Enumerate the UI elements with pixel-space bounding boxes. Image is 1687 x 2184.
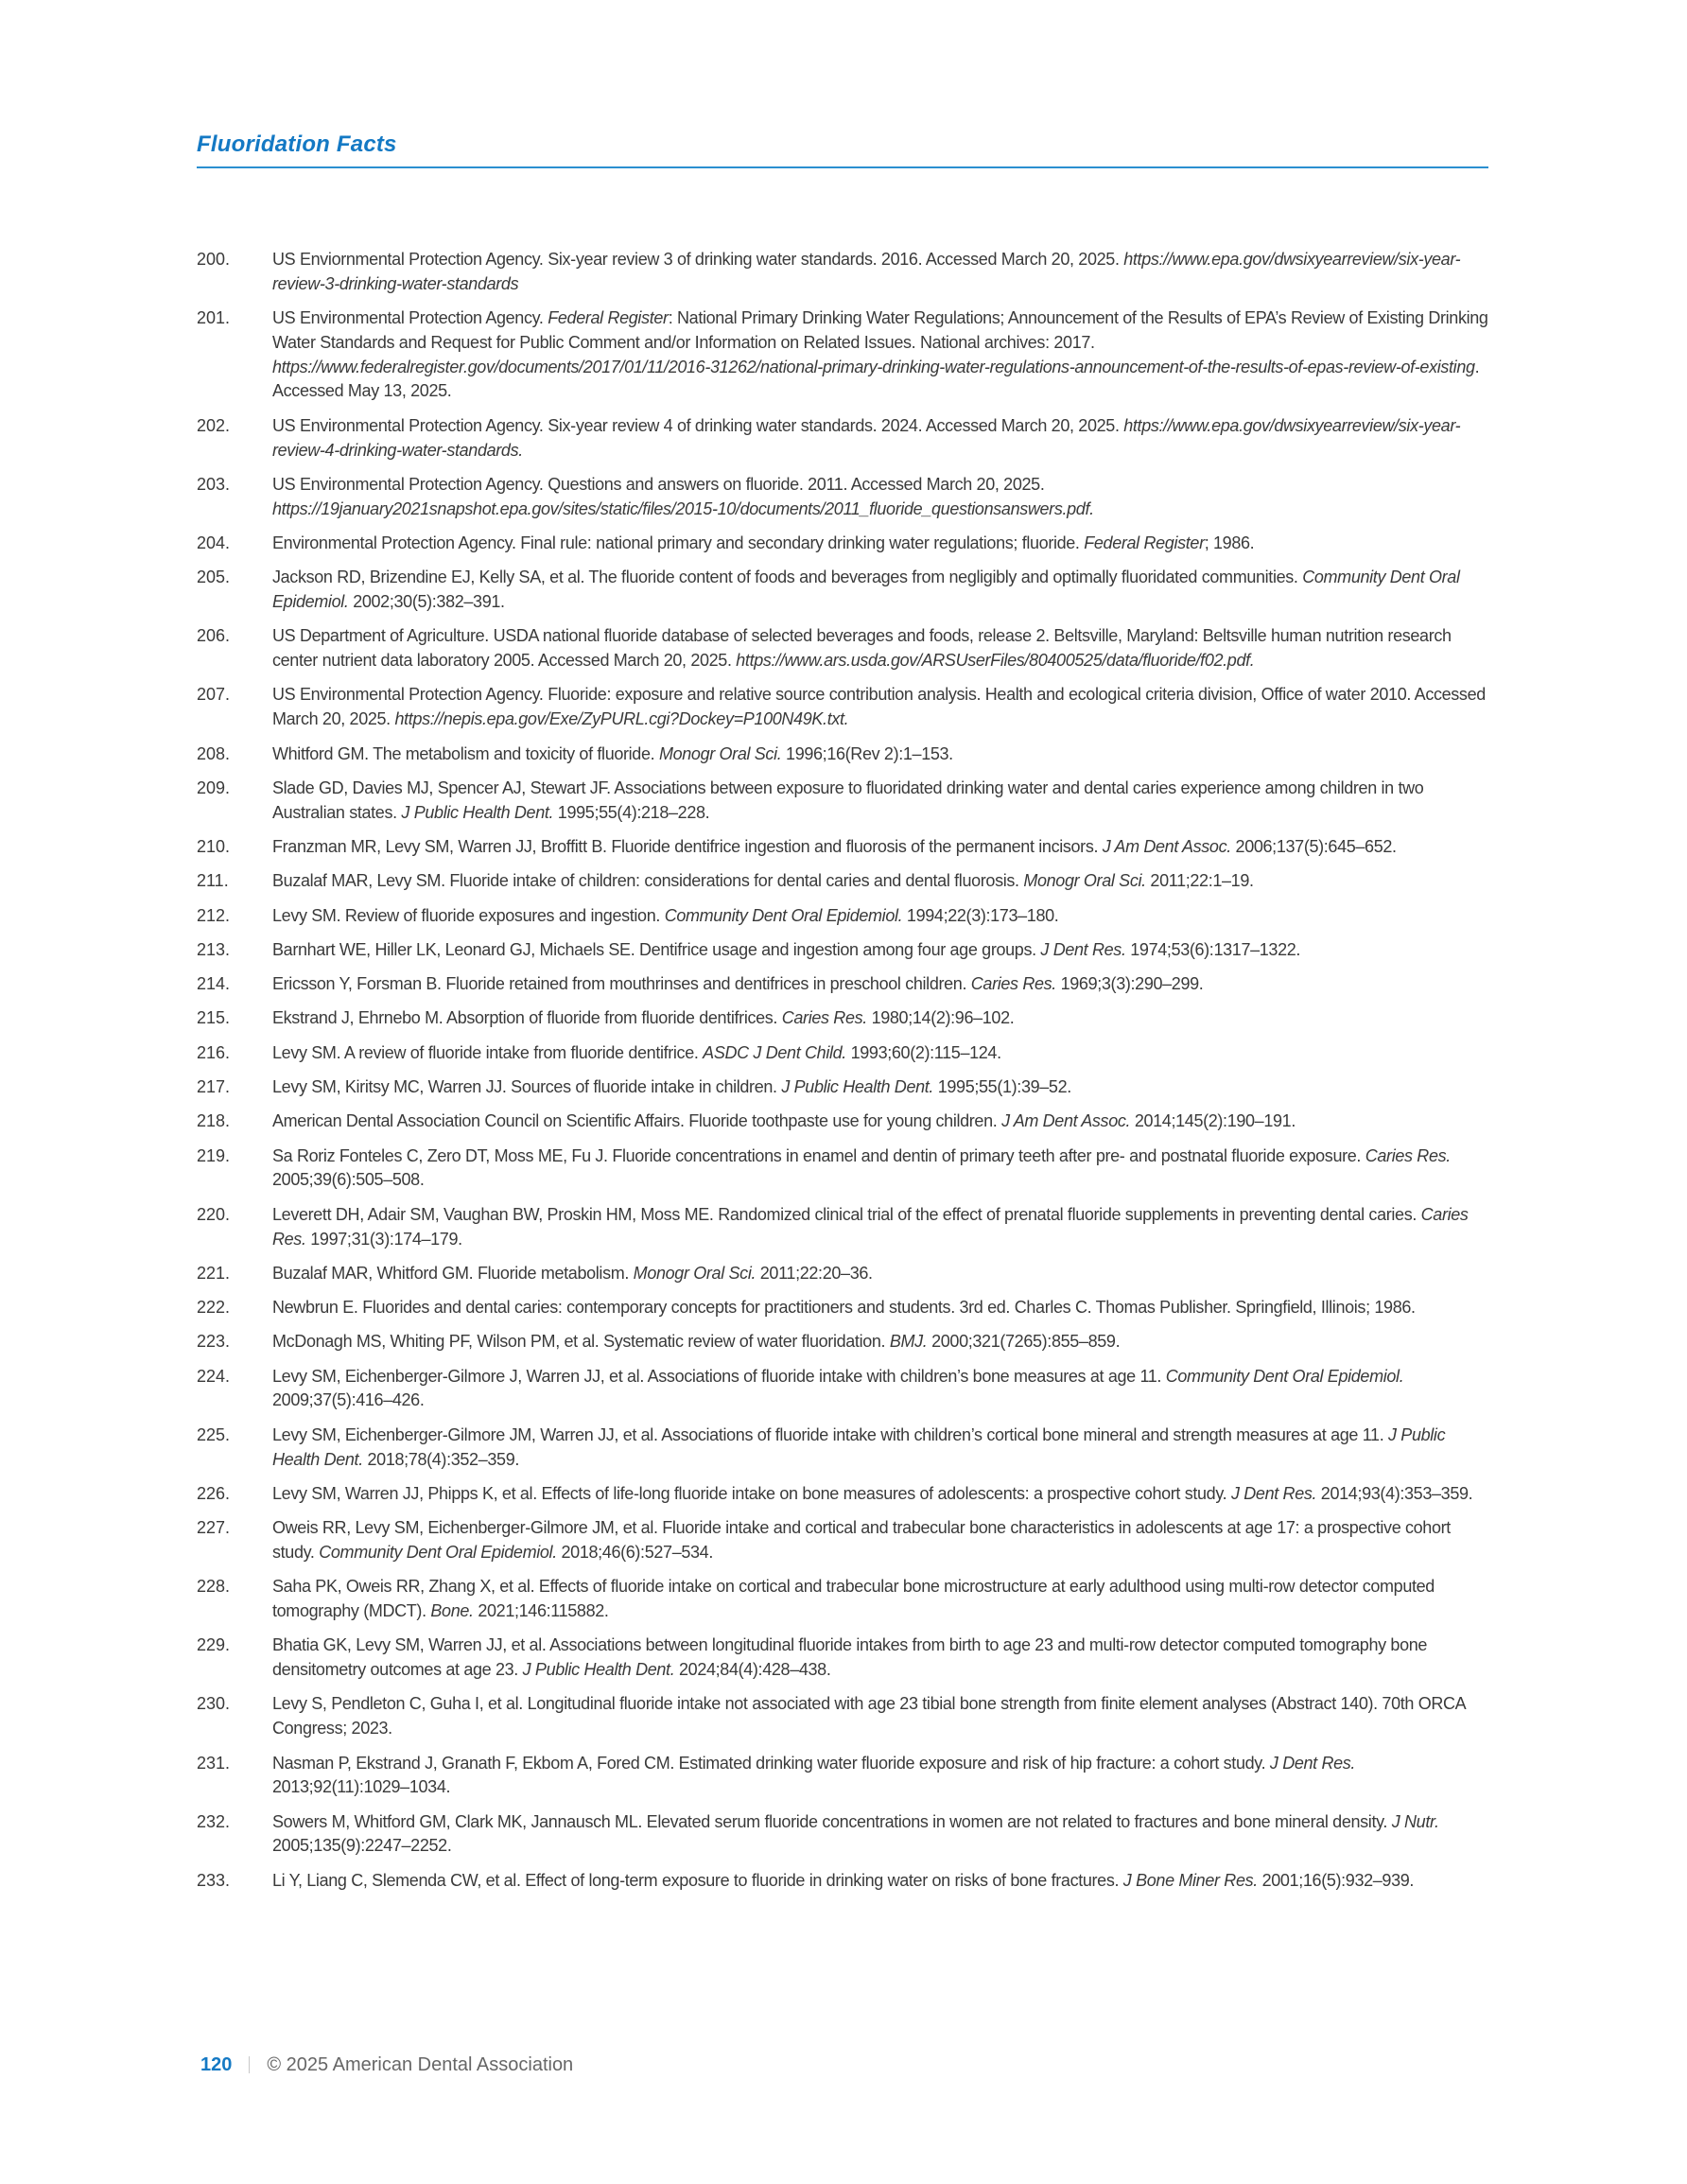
reference-segment: 1980;14(2):96–102. <box>866 1008 1015 1028</box>
reference-text <box>272 1752 1492 1801</box>
reference-segment: 2009;37(5):416–426. <box>272 1390 425 1410</box>
reference-number: 206. <box>197 626 231 646</box>
reference-segment: Ekstrand J, Ehrnebo M. Absorption of fluoride from fluoride dentifrices. <box>272 1008 782 1028</box>
reference-segment: Levy S, Pendleton C, Guha I, et al. Longitudinal fluoride intake not associated with age 23 tibial bone strength from finite element analyses (Abstract 140). 70th ORCA Congress; 2023. <box>272 1694 1466 1738</box>
reference-text <box>272 1482 1492 1507</box>
reference-segment: 1997;31(3):174–179. <box>305 1229 462 1249</box>
reference-text <box>272 777 1492 826</box>
reference-number: 217. <box>197 1077 231 1097</box>
reference-number: 204. <box>197 533 231 552</box>
reference-text <box>272 1109 1492 1134</box>
reference-text <box>272 1516 1492 1565</box>
reference-number: 225. <box>197 1424 231 1444</box>
reference-journal: J Public Health Dent. <box>781 1077 934 1097</box>
reference-journal: J Public Health Dent. <box>272 1424 1446 1469</box>
reference-text <box>272 1692 1492 1741</box>
reference-journal: J Dent Res. <box>1040 939 1126 959</box>
reference-text <box>272 624 1492 673</box>
reference-text <box>272 869 1492 894</box>
reference-number: 224. <box>197 1366 231 1386</box>
reference-number: 209. <box>197 778 231 797</box>
reference-number: 216. <box>197 1042 231 1062</box>
reference-segment: Franzman MR, Levy SM, Warren JJ, Broffitt B. Fluoride dentifrice ingestion and fluorosis of the permanent incisors. <box>272 836 1103 856</box>
reference-journal: Community Dent Oral Epidemiol. <box>664 905 903 925</box>
reference-url[interactable]: https://www.ars.usda.gov/ARSUserFiles/80400525/data/fluoride/f02.pdf. <box>736 651 1255 671</box>
reference-number: 205. <box>197 568 231 587</box>
reference-text <box>272 938 1492 963</box>
reference-journal: Federal Register <box>548 308 669 328</box>
reference-item <box>197 1203 1492 1252</box>
reference-segment: Environmental Protection Agency. Final rule: national primary and secondary drinking water regulations; fluoride. <box>272 533 1085 552</box>
reference-segment: 2014;93(4):353–359. <box>1316 1483 1473 1503</box>
reference-number: 227. <box>197 1518 231 1538</box>
reference-segment: Whitford GM. The metabolism and toxicity of fluoride. <box>272 743 659 763</box>
reference-text <box>272 248 1492 297</box>
reference-text <box>272 1869 1492 1894</box>
reference-journal: J Public Health Dent. <box>522 1660 675 1680</box>
reference-text <box>272 1203 1492 1252</box>
reference-segment: 1993;60(2):115–124. <box>845 1042 1001 1062</box>
reference-segment: . Accessed May 13, 2025. <box>272 357 1480 401</box>
reference-journal: J Public Health Dent. <box>401 802 554 822</box>
reference-item <box>197 306 1492 404</box>
reference-number: 221. <box>197 1263 231 1283</box>
copyright-text: © 2025 American Dental Association <box>267 2054 574 2075</box>
reference-journal: Caries Res. <box>781 1008 867 1028</box>
reference-number: 222. <box>197 1298 231 1318</box>
reference-item <box>197 1692 1492 1741</box>
reference-segment: 1995;55(4):218–228. <box>553 802 710 822</box>
reference-segment: Leverett DH, Adair SM, Vaughan BW, Proskin HM, Moss ME. Randomized clinical trial of the effect of prenatal fluoride supplements in preventing dental caries. <box>272 1204 1421 1224</box>
reference-segment: 2024;84(4):428–438. <box>674 1660 831 1680</box>
reference-text <box>272 972 1492 997</box>
reference-segment: Sa Roriz Fonteles C, Zero DT, Moss ME, Fu J. Fluoride concentrations in enamel and dentin of primary teeth after pre- and postnatal fluoride exposure. <box>272 1145 1365 1165</box>
reference-number: 203. <box>197 474 231 494</box>
reference-segment: Barnhart WE, Hiller LK, Leonard GJ, Michaels SE. Dentifrice usage and ingestion among four age groups. <box>272 939 1041 959</box>
reference-text <box>272 566 1492 615</box>
reference-text <box>272 1262 1492 1286</box>
reference-text <box>272 1424 1492 1473</box>
reference-list <box>197 248 1492 1903</box>
reference-segment: American Dental Association Council on Scientific Affairs. Fluoride toothpaste use for young children. <box>272 1111 1002 1131</box>
reference-number: 229. <box>197 1635 231 1655</box>
reference-item <box>197 1296 1492 1320</box>
reference-number: 208. <box>197 743 231 763</box>
reference-segment: 1995;55(1):39–52. <box>933 1077 1071 1097</box>
reference-text <box>272 306 1492 404</box>
reference-segment: US Enviornmental Protection Agency. Six-year review 3 of drinking water standards. 2016. Accessed March 20, 2025. <box>272 250 1124 269</box>
reference-number: 218. <box>197 1111 231 1131</box>
reference-text <box>272 473 1492 522</box>
reference-segment: 2018;78(4):352–359. <box>362 1449 520 1469</box>
reference-text <box>272 1575 1492 1624</box>
reference-item <box>197 1006 1492 1031</box>
reference-number: 232. <box>197 1811 231 1831</box>
reference-number: 226. <box>197 1483 231 1503</box>
reference-item <box>197 938 1492 963</box>
reference-segment: 2018;46(6):527–534. <box>556 1542 713 1562</box>
reference-number: 231. <box>197 1753 231 1773</box>
reference-text <box>272 835 1492 860</box>
reference-segment: 2011;22:20–36. <box>756 1263 873 1283</box>
reference-item <box>197 835 1492 860</box>
reference-journal: Monogr Oral Sci. <box>633 1263 757 1283</box>
reference-segment: 2011;22:1–19. <box>1145 871 1254 891</box>
reference-segment: Levy SM. Review of fluoride exposures and ingestion. <box>272 905 665 925</box>
reference-segment: Levy SM. A review of fluoride intake from fluoride dentifrice. <box>272 1042 704 1062</box>
reference-item <box>197 972 1492 997</box>
reference-journal: BMJ. <box>889 1332 928 1352</box>
reference-item <box>197 566 1492 615</box>
reference-item <box>197 1516 1492 1565</box>
reference-text <box>272 1330 1492 1354</box>
reference-item <box>197 532 1492 556</box>
reference-item <box>197 1575 1492 1624</box>
reference-item <box>197 1365 1492 1414</box>
reference-journal: ASDC J Dent Child. <box>703 1042 846 1062</box>
reference-journal: Community Dent Oral Epidemiol. <box>272 568 1460 612</box>
reference-segment: 2001;16(5):932–939. <box>1257 1870 1415 1890</box>
reference-number: 210. <box>197 836 231 856</box>
reference-text <box>272 414 1492 463</box>
reference-journal: Caries Res. <box>272 1204 1469 1249</box>
reference-url[interactable]: https://nepis.epa.gov/Exe/ZyPURL.cgi?Dockey=P100N49K.txt. <box>394 709 849 729</box>
reference-segment: Levy SM, Eichenberger-Gilmore J, Warren JJ, et al. Associations of fluoride intake with children’s bone measures at age 11. <box>272 1366 1166 1386</box>
reference-text <box>272 1041 1492 1066</box>
reference-segment: Ericsson Y, Forsman B. Fluoride retained from mouthrinses and dentifrices in preschool children. <box>272 974 971 994</box>
reference-text <box>272 683 1492 732</box>
reference-segment: Newbrun E. Fluorides and dental caries: contemporary concepts for practitioners and students. 3rd ed. Charles C. Thomas Publisher. Springfield, Illinois; 1986. <box>272 1298 1416 1318</box>
reference-item <box>197 1075 1492 1100</box>
reference-text <box>272 1365 1492 1414</box>
page-header <box>197 131 1488 168</box>
reference-text <box>272 1006 1492 1031</box>
reference-segment: Saha PK, Oweis RR, Zhang X, et al. Effects of fluoride intake on cortical and trabecular bone microstructure at early adulthood using multi-row detector computed tomography (MDCT). <box>272 1577 1435 1621</box>
reference-number: 202. <box>197 415 231 435</box>
reference-item <box>197 1262 1492 1286</box>
reference-item <box>197 683 1492 732</box>
reference-url[interactable]: https://www.federalregister.gov/documents/2017/01/11/2016-31262/national-primary-drinking-water-regulations-announcement-of-the-results-of-epas-review-of-existing <box>272 357 1475 376</box>
reference-text <box>272 904 1492 929</box>
reference-number: 220. <box>197 1204 231 1224</box>
reference-segment: ; 1986. <box>1204 533 1255 552</box>
header-title: Fluoridation Facts <box>197 131 397 157</box>
reference-number: 228. <box>197 1577 231 1597</box>
reference-segment: 2005;135(9):2247–2252. <box>272 1836 452 1856</box>
reference-journal: Community Dent Oral Epidemiol. <box>1165 1366 1404 1386</box>
reference-segment: Levy SM, Kiritsy MC, Warren JJ. Sources of fluoride intake in children. <box>272 1077 782 1097</box>
reference-item <box>197 1144 1492 1194</box>
reference-journal: J Dent Res. <box>1230 1483 1317 1503</box>
reference-item <box>197 624 1492 673</box>
reference-segment: Jackson RD, Brizendine EJ, Kelly SA, et al. The fluoride content of foods and beverages from negligibly and optimally fluoridated communities. <box>272 568 1303 587</box>
reference-segment: Slade GD, Davies MJ, Spencer AJ, Stewart JF. Associations between exposure to fluoridated drinking water and dental caries experience among children in two Australian states. <box>272 778 1424 822</box>
reference-journal: Federal Register <box>1084 533 1205 552</box>
reference-item <box>197 777 1492 826</box>
reference-segment: 1994;22(3):173–180. <box>902 905 1059 925</box>
reference-journal: Caries Res. <box>1365 1145 1451 1165</box>
footer-divider <box>249 2056 250 2073</box>
reference-journal: J Nutr. <box>1391 1811 1439 1831</box>
reference-item <box>197 869 1492 894</box>
reference-journal: J Bone Miner Res. <box>1122 1870 1258 1890</box>
reference-number: 223. <box>197 1332 231 1352</box>
reference-number: 213. <box>197 939 231 959</box>
reference-number: 207. <box>197 685 231 705</box>
reference-item <box>197 743 1492 767</box>
reference-segment: 2002;30(5):382–391. <box>348 592 505 612</box>
reference-segment: 2005;39(6):505–508. <box>272 1170 425 1190</box>
reference-item <box>197 1041 1492 1066</box>
reference-segment: US Department of Agriculture. USDA national fluoride database of selected beverages and foods, release 2. Beltsville, Maryland: Beltsville human nutrition research center nutrient data laboratory 2005. Accessed March 20, 2025. <box>272 626 1452 671</box>
reference-segment: Nasman P, Ekstrand J, Granath F, Ekbom A, Fored CM. Estimated drinking water fluoride exposure and risk of hip fracture: a cohort study. <box>272 1753 1270 1773</box>
reference-segment: Buzalaf MAR, Whitford GM. Fluoride metabolism. <box>272 1263 634 1283</box>
reference-segment: 2006;137(5):645–652. <box>1230 836 1397 856</box>
reference-text <box>272 532 1492 556</box>
reference-segment: 2013;92(11):1029–1034. <box>272 1777 451 1797</box>
reference-journal: Monogr Oral Sci. <box>658 743 782 763</box>
reference-item <box>197 1752 1492 1801</box>
reference-item <box>197 1810 1492 1860</box>
reference-number: 201. <box>197 308 231 328</box>
reference-segment: : National Primary Drinking Water Regulations; Announcement of the Results of EPA’s Review of Existing Drinking Water Standards and Request for Public Comment and/or Information on Related Issues. National archives: 2017. <box>272 308 1488 352</box>
reference-item <box>197 904 1492 929</box>
reference-segment: Levy SM, Eichenberger-Gilmore JM, Warren JJ, et al. Associations of fluoride intake with children’s cortical bone mineral and strength measures at age 11. <box>272 1424 1388 1444</box>
reference-item <box>197 414 1492 463</box>
reference-segment: Buzalaf MAR, Levy SM. Fluoride intake of children: considerations for dental caries and dental fluorosis. <box>272 871 1024 891</box>
reference-number: 230. <box>197 1694 231 1714</box>
reference-url[interactable]: https://www.epa.gov/dwsixyearreview/six-year-review-4-drinking-water-standards. <box>272 415 1461 460</box>
reference-number: 212. <box>197 905 231 925</box>
reference-journal: Bone. <box>430 1601 474 1621</box>
reference-number: 219. <box>197 1145 231 1165</box>
reference-item <box>197 1109 1492 1134</box>
reference-segment: 1974;53(6):1317–1322. <box>1125 939 1301 959</box>
page-number: 120 <box>200 2054 233 2075</box>
reference-segment: 2014;145(2):190–191. <box>1130 1111 1296 1131</box>
reference-item <box>197 1424 1492 1473</box>
reference-item <box>197 1869 1492 1894</box>
reference-number: 233. <box>197 1870 231 1890</box>
reference-segment: Levy SM, Warren JJ, Phipps K, et al. Effects of life-long fluoride intake on bone measures of adolescents: a prospective cohort study. <box>272 1483 1231 1503</box>
reference-journal: J Dent Res. <box>1269 1753 1356 1773</box>
reference-journal: Community Dent Oral Epidemiol. <box>319 1542 557 1562</box>
reference-journal: Monogr Oral Sci. <box>1023 871 1146 891</box>
reference-segment: Sowers M, Whitford GM, Clark MK, Jannausch ML. Elevated serum fluoride concentrations in women are not related to fractures and bone mineral density. <box>272 1811 1392 1831</box>
reference-segment: 1996;16(Rev 2):1–153. <box>781 743 953 763</box>
reference-text <box>272 1296 1492 1320</box>
reference-journal: J Am Dent Assoc. <box>1102 836 1231 856</box>
reference-segment: US Environmental Protection Agency. Fluoride: exposure and relative source contribution analysis. Health and ecological criteria division, Office of water 2010. Accessed March 20, 2025. <box>272 685 1486 729</box>
reference-text <box>272 1634 1492 1683</box>
reference-segment: 2021;146:115882. <box>473 1601 609 1621</box>
reference-segment: US Environmental Protection Agency. <box>272 308 548 328</box>
reference-item <box>197 1482 1492 1507</box>
reference-item <box>197 1330 1492 1354</box>
reference-segment: McDonagh MS, Whiting PF, Wilson PM, et al. Systematic review of water fluoridation. <box>272 1332 890 1352</box>
page-footer <box>200 2053 573 2077</box>
reference-text <box>272 743 1492 767</box>
reference-item <box>197 1634 1492 1683</box>
reference-segment: Bhatia GK, Levy SM, Warren JJ, et al. Associations between longitudinal fluoride intakes from birth to age 23 and multi-row detector computed tomography bone densitometry outcomes at age 23. <box>272 1635 1428 1680</box>
reference-journal: J Am Dent Assoc. <box>1001 1111 1131 1131</box>
reference-segment: US Environmental Protection Agency. Questions and answers on fluoride. 2011. Accessed March 20, 2025. <box>272 474 1045 494</box>
reference-segment: Li Y, Liang C, Slemenda CW, et al. Effect of long-term exposure to fluoride in drinking water on risks of bone fractures. <box>272 1870 1123 1890</box>
reference-item <box>197 473 1492 522</box>
reference-item <box>197 248 1492 297</box>
reference-number: 200. <box>197 250 231 269</box>
reference-journal: Caries Res. <box>970 974 1056 994</box>
reference-url[interactable]: https://www.epa.gov/dwsixyearreview/six-year-review-3-drinking-water-standards <box>272 250 1461 293</box>
reference-text <box>272 1810 1492 1860</box>
reference-segment: 2000;321(7265):855–859. <box>927 1332 1121 1352</box>
reference-segment: 1969;3(3):290–299. <box>1055 974 1204 994</box>
reference-text <box>272 1075 1492 1100</box>
reference-number: 211. <box>197 871 229 891</box>
header-divider <box>197 166 1488 168</box>
reference-segment: Oweis RR, Levy SM, Eichenberger-Gilmore JM, et al. Fluoride intake and cortical and trabecular bone characteristics in adolescents at age 17: a prospective cohort study. <box>272 1518 1451 1562</box>
reference-number: 214. <box>197 974 231 994</box>
reference-url[interactable]: https://19january2021snapshot.epa.gov/sites/static/files/2015-10/documents/2011_fluoride_questionsanswers.pdf. <box>272 498 1094 518</box>
reference-text <box>272 1144 1492 1194</box>
reference-segment: US Environmental Protection Agency. Six-year review 4 of drinking water standards. 2024. Accessed March 20, 2025. <box>272 415 1124 435</box>
reference-number: 215. <box>197 1008 231 1028</box>
